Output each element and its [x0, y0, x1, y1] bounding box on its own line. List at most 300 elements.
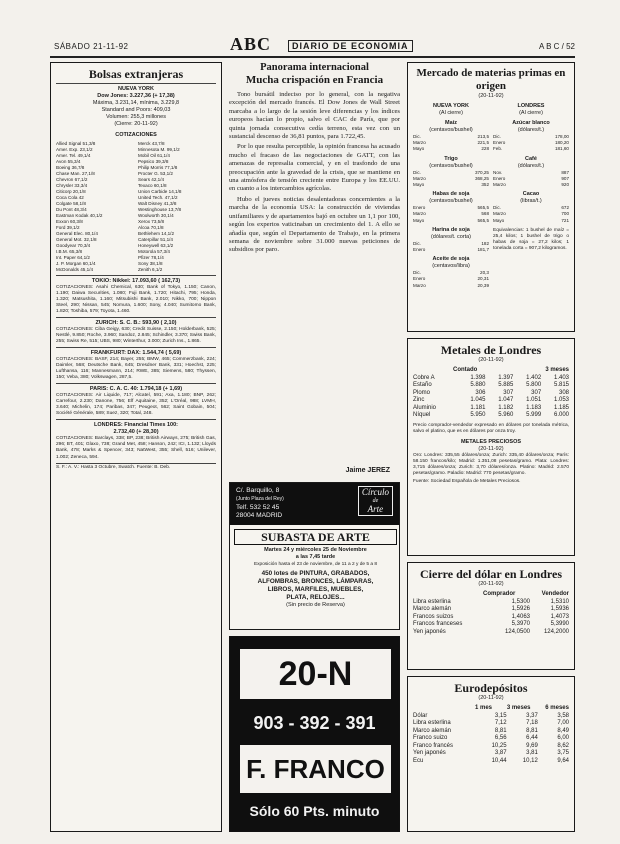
col-3meses: 3 meses [545, 367, 569, 373]
zurich-title: ZURICH: S. C. B.: 593,90 ( 2,10) [95, 319, 177, 326]
commodity-month: Dic. [413, 270, 421, 276]
rate-value: 1,4063 [511, 613, 530, 620]
panorama-paragraph: Hubo el jueves noticias desalentadoras concernientes a la marcha de la economía USA: la construcción de viviendas unifamiliares y de apartamentos bajó en octubre un 1,1 por 100, según los expertos vaticinaban un crecimiento del 1. A ello se añadía que, según el Departamento de Trabajo, en la primera semana de noviembre sobre 31.000 nuevas peticiones de subsidios por paro. [229, 195, 400, 254]
quote-item: Int. Paper 64,1/2 [56, 254, 90, 260]
commodity-title: Harina de soja [432, 226, 470, 233]
quote-item: Ford 39,1/2 [56, 224, 80, 230]
quote-item: Zenith 6,1/2 [138, 266, 163, 272]
col-3meses: 3 meses [506, 705, 531, 711]
header-date: SÁBADO 21-11-92 [54, 42, 129, 51]
subasta-lots: LIBROS, MARFILES, MUEBLES, [267, 586, 364, 593]
ny-line: Máxima, 3.231,14, mínima, 3.229,8 [92, 99, 180, 106]
frankfurt-title: FRANKFURT: DAX: 1.544,74 ( 5,69) [90, 349, 182, 356]
commodity-unit: (centavos/libra) [432, 263, 470, 270]
subasta-lots: PLATA, RELOJES... [286, 594, 345, 601]
deposit-row [413, 728, 569, 736]
metal-name: Estaño [413, 382, 432, 388]
metal-name: Níquel [413, 412, 431, 418]
commodity-price: 565,5 [477, 217, 489, 223]
deposit-rate: 7,18 [526, 720, 538, 726]
quote-item: Coca Cola 42 [56, 194, 84, 200]
deposit-rate: 9,69 [526, 742, 538, 749]
quote-item: Caterpillar 51,1/4 [138, 236, 173, 242]
quote-item: Amer. Tel. 49,1/4 [56, 152, 91, 158]
metal-name: Cobre A [413, 374, 435, 381]
deposit-currency: Franco francés [413, 742, 454, 749]
commodity-row [413, 182, 489, 188]
commodity-price: 20,3 [480, 270, 489, 276]
commodity-unit: (centavos/bushel) [429, 127, 473, 133]
commodity-title: Café [525, 155, 537, 162]
deposit-rate: 3,75 [557, 750, 570, 756]
subasta-expo: Exposición hasta el 23 de noviembre, de 11 a 2 y de 5 a 8 [253, 562, 378, 567]
subasta-time: a las 7,45 tarde [295, 554, 336, 560]
preciosos-title: METALES PRECIOSOS [460, 438, 522, 445]
quote-item: I.B.M. 65,3/8 [56, 248, 83, 254]
commodity-price: 887 [561, 169, 569, 175]
subasta-body [234, 529, 397, 609]
deposit-rate: 8,49 [557, 727, 570, 734]
zurich-text: COTIZACIONES: Ciba Geigy, 630; Credit Suisse, 2.150; Holderbank, 525; Nestlé, 9.850; Roche, 3.960; Sandoz, 2.845; Schindler, 3.370; Swiss Bank, 255; Swiss Re, 515; UBS, 980; Winterthur, 3.000; Zurich Ins., 1.865. [56, 326, 216, 345]
materias-date: (20-11-92) [478, 93, 504, 99]
quote-item: Pepsico 39,3/8 [138, 158, 169, 164]
panorama-article [229, 62, 400, 474]
tokio-text: COTIZACIONES: Asahi Chemical, 630; Bank of Tokyo, 1.150; Canon, 1.190; Daiwa Securities, 1.080; Fuji Bank, 1.720; Hitachi, 795; Honda, 1.320; Matsushita, 1.160; Mitsubishi Bank, 2.010; Nikko, 700; Nippon Steel, 290; Nissan, 545; Nomura, 1.600; Sony, 4.040; Sumitomo Bank, 1.820; Toshiba, 579; Toyota, 1.460. [56, 284, 216, 314]
rate-value: 124,2000 [543, 628, 569, 635]
circulo-de-arte-logo [358, 486, 393, 516]
paris-text: COTIZACIONES: Air Liquide, 717; Alcatel, 591; Axa, 1.180; BNP, 262; Carrefour, 2.230; Danone, 756; Elf Aquitaine, 352; L'Oréal, 988; LVMH, 3.640; Michelin, 174; Paribas, 347; Peugeot, 562; Saint Gobain, 504; Société Générale, 589; Suez, 320; Total, 248. [56, 393, 216, 417]
rate-value: 1,5310 [550, 598, 569, 605]
commodity-title: Maíz [445, 120, 457, 126]
deposit-row [413, 743, 569, 751]
metales-date: (20-11-92) [478, 357, 504, 363]
quote-item: Procter G. 53,1/2 [138, 170, 173, 176]
euro-col-headers [413, 705, 569, 713]
quote-item: Avon 55,3/4 [56, 158, 81, 164]
cotizaciones-columns [56, 141, 216, 273]
quote-item: Goodyear 70,3/4 [56, 242, 91, 248]
commodity-row [413, 218, 489, 224]
metal-row [413, 390, 569, 398]
metal-value: 1.403 [554, 374, 570, 381]
commodity-title: Aceite de soja [432, 256, 470, 263]
commodity-price: 672 [561, 205, 569, 211]
quote-item: Motorola 57,3/4 [138, 248, 170, 254]
commodity-month: Enero [493, 175, 506, 181]
commodity-price: 178,00 [554, 134, 569, 139]
commodity-unit: (centavos/bushel) [429, 162, 473, 169]
commodity-row [493, 218, 569, 224]
commodity-row [413, 247, 489, 253]
commodity-unit: (dólares/t.) [517, 162, 545, 169]
cotizaciones-title: COTIZACIONES [115, 131, 157, 138]
panorama-paragraph: Tono bursátil indeciso por lo general, con la negativa excepción del mercado francés. El Dow Jones de Wall Street marcaba a lo largo de la sesión leve diferencias y los índices europeos hacían lo propio, salvo el CAC de París, que por quinta jornada consecutiva cedía terreno, esta vez con un sustancial descenso de 36,81 puntos, para 1.722,45. [229, 91, 400, 141]
currency-name: Libra esterlina [413, 598, 451, 605]
commodity-month: Marzo [413, 140, 426, 146]
metal-value: 1.402 [526, 374, 542, 381]
quote-item: Mobil Oil 61,1/4 [138, 152, 170, 158]
commodity-price: 565,5 [477, 205, 489, 211]
commodity-month: Marzo [413, 211, 426, 217]
quote-item: Walt Disney 41,3/8 [138, 200, 177, 206]
commodity-price: 20,39 [477, 282, 489, 288]
quote-item: McDonalds 45,1/4 [56, 266, 94, 272]
metal-value: 5.960 [498, 412, 514, 418]
metal-value: 306 [475, 389, 486, 396]
subasta-lots: 450 lotes de PINTURA, GRABADOS, [261, 570, 370, 577]
londres-sub: 2.732,40 (+ 28,30) [113, 429, 159, 436]
ny-column-title: NUEVA YORK [433, 103, 469, 109]
quote-item: Xerox 73,5/8 [138, 218, 165, 224]
euro-date: (20-11-92) [478, 695, 504, 701]
header-rule [50, 56, 575, 58]
metal-value: 1.181 [470, 404, 486, 411]
preciosos-source: Fuente: Sociedad Española de Metales Preciosos. [413, 479, 521, 485]
subasta-ad [229, 482, 400, 630]
preciosos-text: Oro: Londres: 335,55 dólares/onza; Zurich: 335,40 dólares/onza; París: 58.150 francos/kilo; Madrid: 1.351,08 pesetas/gramo. Plata: Londres: 3,715 dólares/onza; Zurich: 3,70 dólares/onza. Platino: Madrid: 2.570 pesetas/gramo. Paladio: Madrid: 770 pesetas/gramo. [413, 452, 569, 476]
materias-left-blocks [413, 120, 489, 289]
metales-box [407, 338, 575, 556]
deposit-rate: 7,12 [494, 720, 507, 726]
deposit-currency: Libra esterlina [413, 720, 451, 726]
ny-column-sub: (Al cierre) [439, 110, 463, 116]
commodity-price: 907 [561, 175, 569, 181]
lon-column-title: LONDRES [517, 103, 545, 109]
metal-value: 5.950 [470, 412, 486, 418]
deposit-currency: Franco suizo [413, 735, 448, 741]
deposit-row [413, 750, 569, 758]
dolar-rows [413, 599, 569, 637]
paris-title: PARIS: C. A. C. 40: 1.794,18 (+ 1,69) [89, 386, 183, 393]
commodity-month: Mayo [413, 146, 425, 152]
ny-line: (Cierre: 20-11-92) [114, 120, 158, 127]
metal-row [413, 382, 569, 390]
currency-name: Marco alemán [413, 606, 452, 612]
rate-value: 1,5300 [511, 598, 530, 605]
quote-item: Honeywell 63,1/2 [138, 242, 174, 248]
commodity-month: Enero [493, 140, 506, 146]
col-vendedor: Vendedor [541, 591, 569, 597]
deposit-currency: Ecu [413, 757, 424, 764]
commodity-month: Enero [413, 276, 426, 282]
panorama-headline: Mucha crispación en Francia [245, 74, 384, 86]
metal-value: 307 [503, 389, 514, 396]
commodity-month: Mayo [413, 217, 425, 223]
rate-value: 1,4073 [550, 613, 569, 620]
frankfurt-text: COTIZACIONES: BASF, 214; Bayer, 255; BMW, 465; Commerzbank, 224; Daimler, 568; Deutsche Bank, 645; Dresdner Bank, 331; Hoechst, 225; Lufthansa, 116; Mannesmann, 214; RWE, 385; Siemens, 580; Thyssen, 150; Veba, 380; Volkswagen, 287,5. [56, 356, 216, 381]
metal-row [413, 375, 569, 383]
quote-item: Merck 43,7/8 [138, 140, 165, 146]
commodity-price: 20,31 [477, 276, 489, 282]
col-contado: Contado [453, 367, 478, 373]
address-line: 28004 MADRID [236, 511, 283, 519]
metales-title: Metales de Londres [440, 343, 542, 357]
materias-ny-column [413, 103, 489, 289]
divider [56, 317, 216, 318]
commodity-month: Dic. [413, 134, 421, 139]
quote-item: Alcoa 70,1/8 [138, 224, 164, 230]
col-1mes: 1 mes [475, 705, 493, 711]
metales-col-headers [413, 367, 569, 375]
cotizaciones-right [138, 141, 216, 273]
commodity-month: Marzo [493, 211, 506, 217]
commodity-title: Azúcar blanco [512, 120, 550, 126]
commodity-month: Mayo [413, 182, 425, 188]
commodity-price: 182 [481, 240, 489, 246]
deposit-rate: 10,25 [491, 742, 507, 749]
logo-line: de [372, 498, 379, 504]
divider [56, 275, 216, 276]
deposit-rate: 3,87 [494, 750, 507, 756]
divider [56, 419, 216, 420]
deposit-rate: 6,00 [557, 735, 570, 741]
euro-rows [413, 713, 569, 766]
franco-ad-phone: 903 - 392 - 391 [253, 713, 376, 733]
divider [56, 347, 216, 348]
quote-item: J. P. Morgan 60,1/4 [56, 260, 96, 266]
commodity-title: Cacao [522, 191, 540, 198]
metal-value: 5.885 [498, 382, 514, 388]
quote-item: Citicorp 20,1/8 [56, 188, 86, 194]
metal-row [413, 405, 569, 413]
panorama-paragraph: Por lo que resulta perceptible, la opinión francesa ha acusado mucho el fracaso de las negociaciones de GATT, con las amenazas de represalia comercial, y en el trasfondo de una preocupación ante la gravedad de la crisis, que se mantiene en una atmósfera de tensión creciente entre Europa y los EE.UU. en cuanto a los intercambios agrícolas. [229, 143, 400, 193]
subasta-title: SUBASTA DE ARTE [234, 529, 397, 545]
metal-value: 1.053 [554, 397, 570, 403]
deposit-rate: 6,56 [494, 735, 507, 741]
quote-item: Eastman Kodak 40,1/2 [56, 212, 103, 218]
ny-line: Volumen: 255,3 millones [106, 113, 166, 120]
commodity-price: 213,5 [477, 134, 489, 139]
quote-item: Du Pont 48,3/4 [56, 206, 87, 212]
eurodepositos-box [407, 676, 575, 832]
rate-value: 5,3970 [511, 621, 530, 627]
quote-item: Colgate 58,1/8 [56, 200, 86, 206]
commodity-row [413, 146, 489, 152]
metal-value: 5.999 [526, 412, 542, 418]
metal-name: Plomo [413, 389, 431, 396]
quote-item: General Elec. 80,1/4 [56, 230, 98, 236]
preciosos-date: (20-11-92) [478, 445, 504, 452]
metal-value: 5.800 [526, 382, 542, 388]
quote-item: Minnesota M. 99,1/2 [138, 146, 180, 152]
subasta-date: Martes 24 y miércoles 25 de Noviembre [264, 547, 367, 553]
quote-item: Exxon 60,3/8 [56, 218, 83, 224]
divider [56, 383, 216, 384]
materias-columns [413, 103, 569, 289]
rate-value: 1,5926 [511, 606, 530, 612]
materias-lon-column [493, 103, 569, 289]
deposit-currency: Dólar [413, 712, 428, 719]
bolsas-footnote: S. F.: A. V.: Hasta 3 Octubre, Swatch. Fuente: B. Deb. [56, 465, 171, 471]
rate-value: 5,3990 [550, 621, 569, 627]
currency-name: Yen japonés [413, 628, 446, 635]
quote-item: Sony 38,1/8 [138, 260, 163, 266]
metal-value: 308 [559, 389, 570, 396]
dolar-box [407, 562, 575, 670]
quote-item: Woolworth 30,1/4 [138, 212, 174, 218]
metal-value: 1.051 [526, 397, 542, 403]
deposit-row [413, 720, 569, 728]
commodity-price: 181,7 [477, 247, 489, 253]
commodity-price: 568 [481, 211, 489, 217]
ny-title: NUEVA YORK [118, 85, 154, 92]
header-page-number: A B C / 52 [538, 42, 575, 51]
cotizaciones-left [56, 141, 134, 273]
quote-item: Boeing 36,7/8 [56, 164, 85, 170]
subasta-reserve: (Sin precio de Reserva) [286, 602, 345, 608]
currency-row [413, 621, 569, 629]
quote-item: Westinghouse 13,7/8 [138, 206, 182, 212]
dolar-col-headers [413, 591, 569, 599]
deposit-rate: 8,62 [557, 742, 570, 749]
metal-value: 307 [531, 389, 542, 396]
materias-primas-box [407, 62, 575, 332]
subasta-ad-header [230, 483, 399, 525]
londres-title: LONDRES: Financial Times 100: [94, 422, 178, 429]
commodity-price: 352 [481, 182, 489, 188]
commodity-month: Dic. [493, 205, 501, 211]
materias-note: Equivalencias: 1 bushel de maíz = 25,4 kilos; 1 bushel de trigo o habas de soja = 27,2 kilos; 1 tonelada corta = 907,2 kilogramos. [493, 227, 569, 252]
quote-item: Texaco 60,1/8 [138, 182, 167, 188]
commodity-price: 228 [481, 146, 489, 152]
quote-item: Philip Morris 77,1/8 [138, 164, 178, 170]
metales-note: Precio comprador-vendedor expresado en dólares por tonelada métrica, salvo el platino, que es en dólares por onza troy. [413, 422, 569, 434]
commodity-price: 700 [561, 211, 569, 217]
metales-rows [413, 375, 569, 420]
address-line: (Junto Plaza del Rey) [236, 496, 284, 503]
currency-row [413, 614, 569, 622]
franco-ad-big: 20-N [240, 649, 391, 699]
currency-row [413, 629, 569, 637]
commodity-price: 221,5 [477, 140, 489, 146]
metal-value: 1.183 [526, 404, 542, 411]
quote-item: General Mot. 32,1/8 [56, 236, 97, 242]
metal-value: 5.880 [470, 382, 486, 388]
metal-value: 6.000 [554, 412, 570, 418]
metal-row [413, 412, 569, 420]
commodity-unit: (libras/t.) [520, 198, 542, 205]
tokio-title: TOKIO: Nikkei: 17.093,60 ( 162,73) [91, 277, 181, 284]
ny-line: Standard and Poors: 409,03 [101, 106, 171, 113]
header-section: DIARIO DE ECONOMIA [288, 40, 413, 52]
commodity-unit: (dólares/t.) [517, 127, 545, 133]
currency-name: Francos franceses [413, 621, 463, 627]
header-brand: ABC [230, 34, 272, 54]
currency-row [413, 599, 569, 607]
commodity-price: 370,25 [474, 169, 489, 175]
commodity-month: Marzo [413, 282, 426, 288]
bolsas-extranjeras-box [50, 62, 222, 832]
subasta-lots: ALFOMBRAS, BRONCES, LÁMPARAS, [257, 578, 374, 585]
commodity-price: 721 [561, 217, 569, 223]
metal-value: 1.045 [470, 397, 486, 403]
currency-row [413, 606, 569, 614]
londres-text: COTIZACIONES: Barclays, 338; BP, 238; British Airways, 275; British Gas, 296; BT, 401; Glaxo, 738; Grand Met, 458; Hanson, 242; ICI, 1.132; Lloyds Bank, 478; Marks & Spencer, 343; NatWest, 355; Shell, 516; Unilever, 1.002; Zeneca, 594. [56, 436, 216, 460]
euro-title: Eurodepósitos [454, 681, 528, 695]
commodity-month: Enero [413, 247, 426, 253]
metal-value: 1.398 [470, 374, 486, 381]
deposit-currency: Marco alemán [413, 727, 452, 734]
metal-value: 5.815 [554, 382, 570, 388]
deposit-rate: 3,58 [557, 712, 570, 719]
metal-value: 1.185 [554, 404, 570, 411]
quote-item: Chase Man. 27,1/8 [56, 170, 95, 176]
deposit-rate: 3,37 [526, 712, 538, 719]
col-comprador: Comprador [483, 591, 516, 597]
quote-item: Allied Signal 51,3/8 [56, 140, 96, 146]
deposit-rate: 9,64 [557, 757, 570, 764]
commodity-unit: (centavos/bushel) [429, 198, 473, 205]
subasta-address [236, 487, 284, 520]
currency-name: Francos suizos [413, 613, 454, 620]
dolar-date: (20-11-92) [478, 581, 504, 587]
materias-title: Mercado de materias primas en origen [416, 67, 566, 92]
metal-name: Zinc [413, 397, 425, 403]
deposit-rate: 7,00 [557, 720, 570, 726]
address-line: Telf. 532 52 45 [236, 503, 280, 511]
deposit-rate: 8,81 [494, 727, 507, 734]
deposit-rate: 6,44 [526, 735, 538, 741]
quote-item: Amer. Exp. 23,1/2 [56, 146, 93, 152]
deposit-rate: 8,81 [526, 727, 538, 734]
col-6meses: 6 meses [545, 705, 569, 711]
commodity-month: Feb. [493, 146, 503, 152]
panorama-kicker: Panorama internacional [260, 62, 369, 73]
logo-line: Círculo [361, 487, 389, 497]
metal-value: 1.047 [498, 397, 514, 403]
address-line: C/. Barquillo, 8 [236, 487, 280, 494]
page-header [50, 34, 575, 54]
quote-item: Chevron 67,1/2 [56, 176, 88, 182]
commodity-month: Dic. [413, 169, 421, 175]
logo-line: Arte [367, 504, 384, 514]
commodity-row [493, 182, 569, 188]
commodity-price: 368,25 [474, 175, 489, 181]
metal-value: 1.397 [498, 374, 514, 381]
quote-item: Chrysler 33,3/4 [56, 182, 88, 188]
metal-value: 1.182 [498, 404, 514, 411]
commodity-price: 180,20 [554, 140, 569, 146]
deposit-currency: Yen japonés [413, 750, 446, 756]
metal-row [413, 397, 569, 405]
deposit-rate: 10,12 [522, 757, 538, 764]
deposit-rate: 3,15 [494, 712, 507, 719]
quote-item: Bethlehem 14,1/2 [138, 230, 175, 236]
commodity-title: Trigo [444, 155, 458, 162]
commodity-unit: (dólares/t. corta) [430, 233, 472, 240]
commodity-price: 181,60 [554, 146, 569, 152]
dolar-title: Cierre del dólar en Londres [420, 567, 562, 581]
commodity-month: Marzo [413, 175, 426, 181]
deposit-rate: 10,44 [491, 757, 507, 764]
quote-item: Sears 42,1/4 [138, 176, 165, 182]
lon-column-sub: (Al cierre) [519, 110, 543, 116]
deposit-row [413, 735, 569, 743]
panorama-signature: Jaime JEREZ [345, 467, 390, 474]
deposit-row [413, 713, 569, 721]
commodity-title: Habas de soja [432, 191, 470, 198]
materias-right-blocks [493, 120, 569, 224]
commodity-month: Marzo [493, 182, 506, 188]
commodity-row [413, 283, 489, 289]
franco-ad [229, 636, 400, 832]
commodity-month: Dic. [413, 240, 421, 246]
bolsas-title: Bolsas extranjeras [88, 67, 184, 81]
commodity-price: 920 [561, 182, 569, 188]
deposit-row [413, 758, 569, 766]
rate-value: 1,5936 [550, 606, 569, 612]
ny-line: Dow Jones: 3.227,36 (+ 17,38) [97, 92, 175, 99]
